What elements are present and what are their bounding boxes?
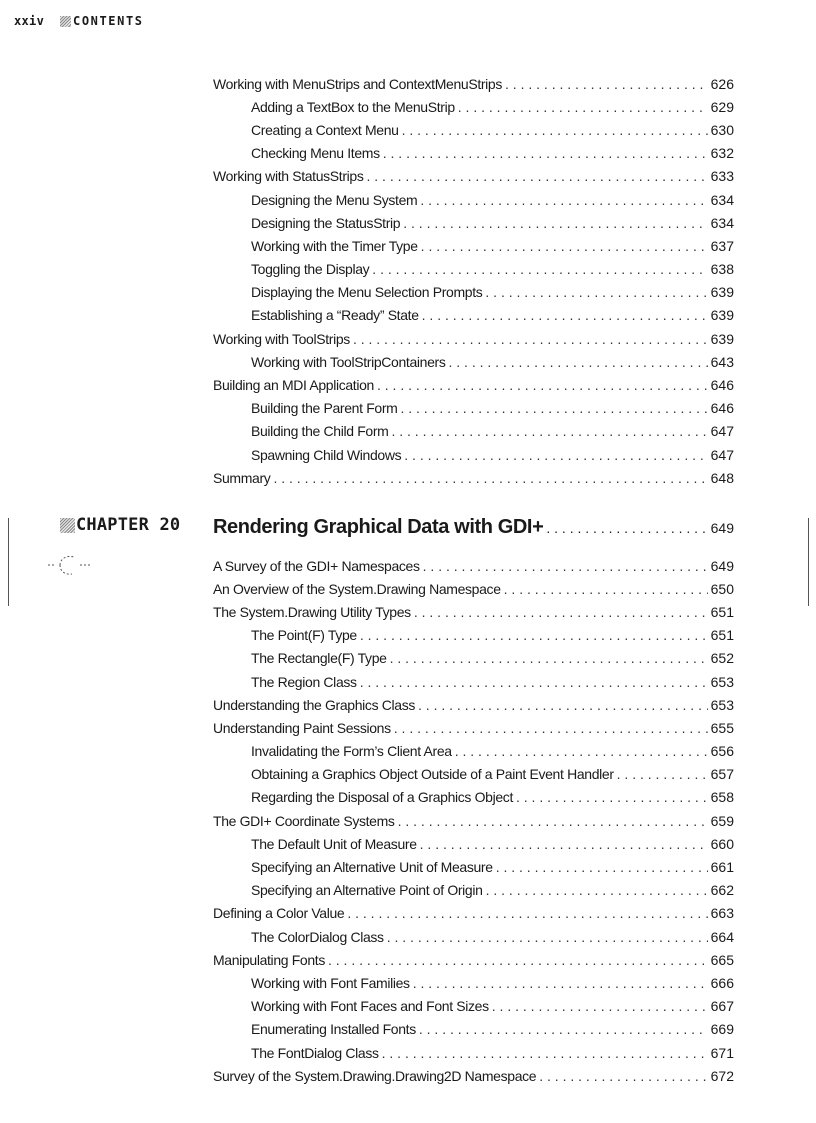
toc-entry[interactable] — [213, 281, 734, 304]
toc-entry-title: An Overview of the System.Drawing Namespace — [213, 580, 501, 597]
dot-leader — [347, 905, 707, 921]
dot-leader — [455, 743, 708, 759]
toc-entry-page: 651 — [710, 627, 734, 644]
dot-leader — [539, 1068, 707, 1084]
dot-leader — [273, 470, 707, 486]
dot-leader — [328, 952, 708, 968]
toc-entry-page: 661 — [710, 859, 734, 876]
toc-entry-page: 632 — [710, 145, 734, 162]
chapter-label — [60, 515, 213, 535]
toc-entry[interactable] — [213, 397, 734, 420]
toc-entry-title: Defining a Color Value — [213, 905, 345, 922]
toc-entry-title: The System.Drawing Utility Types — [213, 603, 411, 620]
toc-entry[interactable] — [213, 327, 734, 350]
toc-entry-title: Adding a TextBox to the MenuStrip — [251, 98, 455, 115]
toc-entry-page: 672 — [710, 1067, 734, 1084]
toc-entry-title: Specifying an Alternative Unit of Measure — [251, 859, 493, 876]
toc-entry[interactable] — [213, 902, 734, 925]
toc-entry[interactable] — [213, 1041, 734, 1064]
toc-entry-page: 646 — [710, 377, 734, 394]
toc-entry[interactable] — [213, 142, 734, 165]
toc-entry-page: 658 — [710, 789, 734, 806]
dot-leader — [383, 145, 708, 161]
dot-leader — [418, 697, 708, 713]
toc-entry[interactable] — [213, 373, 734, 396]
dot-leader — [458, 99, 708, 115]
toc-entry-title: The ColorDialog Class — [251, 928, 384, 945]
dot-leader — [360, 674, 708, 690]
right-margin-rule — [808, 518, 809, 606]
toc-entry-title: Building the Parent Form — [251, 400, 398, 417]
left-margin-rule — [8, 518, 9, 606]
toc-entry[interactable] — [213, 948, 734, 971]
toc-entry-page: 647 — [710, 423, 734, 440]
dot-leader — [505, 76, 708, 92]
toc-entry-title: The Rectangle(F) Type — [251, 650, 387, 667]
dot-leader — [404, 447, 707, 463]
toc-entry[interactable] — [213, 809, 734, 832]
toc-entry-page: 660 — [710, 835, 734, 852]
toc-entry-title: Displaying the Menu Selection Prompts — [251, 284, 483, 301]
toc-entry-page: 639 — [710, 330, 734, 347]
toc-entry-title: Manipulating Fonts — [213, 951, 325, 968]
toc-entry-title: Obtaining a Graphics Object Outside of a Paint Event Handler — [251, 766, 614, 783]
toc-entry-page: 629 — [710, 98, 734, 115]
toc-entry-title: Working with MenuStrips and ContextMenuStrips — [213, 75, 503, 92]
dot-leader — [413, 975, 708, 991]
toc-entry[interactable] — [213, 554, 734, 577]
chapter-page: 649 — [710, 519, 734, 536]
toc-entry-page: 647 — [710, 446, 734, 463]
dot-leader — [419, 1021, 708, 1037]
toc-entry-title: Creating a Context Menu — [251, 121, 399, 138]
toc-entry[interactable] — [213, 740, 734, 763]
toc-entry[interactable] — [213, 350, 734, 373]
dot-leader — [546, 520, 707, 536]
toc-entry[interactable] — [213, 624, 734, 647]
dot-leader — [403, 215, 707, 231]
toc-entry[interactable] — [213, 420, 734, 443]
toc-entry[interactable] — [213, 716, 734, 739]
dot-leader — [372, 261, 707, 277]
toc-entry[interactable] — [213, 670, 734, 693]
toc-entry-title: Building the Child Form — [251, 423, 389, 440]
toc-entry-title: Checking Menu Items — [251, 145, 380, 162]
toc-entry-title: Working with the Timer Type — [251, 237, 418, 254]
crop-mark-icon — [46, 552, 96, 578]
toc-entry-page: 646 — [710, 400, 734, 417]
dot-leader — [398, 813, 708, 829]
toc-entry-page: 630 — [710, 121, 734, 138]
toc-entry[interactable] — [213, 763, 734, 786]
toc-entry-page: 666 — [710, 974, 734, 991]
dot-leader — [394, 720, 708, 736]
toc-entry-page: 659 — [710, 812, 734, 829]
dot-leader — [377, 377, 708, 393]
dot-leader — [360, 627, 708, 643]
dot-leader — [422, 307, 708, 323]
toc-entry[interactable] — [213, 234, 734, 257]
dot-leader — [391, 423, 707, 439]
toc-entry-page: 657 — [710, 766, 734, 783]
dot-leader — [367, 168, 708, 184]
toc-entry-title: Building an MDI Application — [213, 377, 374, 394]
toc-entry[interactable] — [213, 832, 734, 855]
toc-entry-page: 633 — [710, 168, 734, 185]
toc-entry[interactable] — [213, 577, 734, 600]
toc-entry-title: Specifying an Alternative Point of Origin — [251, 882, 483, 899]
toc-entry-page: 648 — [710, 469, 734, 486]
toc-entry-page: 664 — [710, 928, 734, 945]
toc-entry-title: Understanding Paint Sessions — [213, 719, 391, 736]
dot-leader — [414, 604, 708, 620]
toc-entry-page: 669 — [710, 1021, 734, 1038]
dot-leader — [486, 882, 708, 898]
toc-entry[interactable] — [213, 693, 734, 716]
toc-entry-title: Designing the StatusStrip — [251, 214, 401, 231]
toc-entry[interactable] — [213, 855, 734, 878]
toc-entry-page: 651 — [710, 603, 734, 620]
dot-leader — [387, 929, 708, 945]
toc-entry-page: 653 — [710, 696, 734, 713]
toc-entry-title: Spawning Child Windows — [251, 446, 402, 463]
toc-section-chapter-19 — [213, 72, 734, 489]
toc-entry-page: 671 — [710, 1044, 734, 1061]
toc-entry-page: 650 — [710, 580, 734, 597]
hatch-ornament-icon — [60, 16, 71, 27]
toc-entry-title: The FontDialog Class — [251, 1044, 379, 1061]
toc-entry[interactable] — [213, 1018, 734, 1041]
dot-leader — [420, 836, 708, 852]
toc-entry-page: 639 — [710, 284, 734, 301]
hatch-ornament-icon — [60, 518, 75, 533]
toc-entry-page: 638 — [710, 261, 734, 278]
dot-leader — [420, 192, 707, 208]
dot-leader — [496, 859, 708, 875]
toc-entry-page: 626 — [710, 75, 734, 92]
toc-entry-title: The Region Class — [251, 673, 357, 690]
dot-leader — [485, 284, 707, 300]
dot-leader — [353, 331, 708, 347]
toc-entry-title: The GDI+ Coordinate Systems — [213, 812, 395, 829]
dot-leader — [617, 766, 708, 782]
toc-entry-page: 653 — [710, 673, 734, 690]
dot-leader — [449, 354, 708, 370]
toc-entry-title: Working with Font Faces and Font Sizes — [251, 998, 489, 1015]
toc-entry-page: 634 — [710, 191, 734, 208]
dot-leader — [421, 238, 708, 254]
chapter-title: Rendering Graphical Data with GDI+ — [213, 515, 544, 538]
toc-entry[interactable] — [213, 72, 734, 95]
toc-entry[interactable] — [213, 1064, 734, 1087]
toc-entry[interactable] — [213, 647, 734, 670]
dot-leader — [400, 400, 707, 416]
toc-entry-page: 667 — [710, 998, 734, 1015]
toc-entry-title: Working with ToolStripContainers — [251, 353, 446, 370]
toc-entry-title: Invalidating the Form’s Client Area — [251, 743, 452, 760]
toc-entry-page: 656 — [710, 743, 734, 760]
dot-leader — [423, 558, 708, 574]
toc-entry-title: Enumerating Installed Fonts — [251, 1021, 416, 1038]
toc-entry-title: Understanding the Graphics Class — [213, 696, 416, 713]
toc-entry-page: 649 — [710, 557, 734, 574]
chapter-number: CHAPTER 20 — [76, 515, 181, 535]
toc-entry-page: 639 — [710, 307, 734, 324]
toc-entry[interactable] — [213, 95, 734, 118]
toc-entry[interactable] — [213, 165, 734, 188]
toc-entry[interactable] — [213, 443, 734, 466]
toc-entry-page: 643 — [710, 353, 734, 370]
toc-entry-title: Survey of the System.Drawing.Drawing2D Namespace — [213, 1067, 537, 1084]
toc-entry-page: 662 — [710, 882, 734, 899]
toc-entry[interactable] — [213, 879, 734, 902]
toc-entry-title: Summary — [213, 469, 271, 486]
toc-entry[interactable] — [213, 258, 734, 281]
toc-entry-title: Regarding the Disposal of a Graphics Object — [251, 789, 513, 806]
running-head — [60, 14, 144, 28]
running-head-label: CONTENTS — [73, 14, 144, 28]
toc-entry-page: 655 — [710, 719, 734, 736]
toc-entry[interactable] — [213, 466, 734, 489]
toc-entry[interactable] — [213, 925, 734, 948]
page-header — [14, 13, 144, 29]
toc-entry-page: 665 — [710, 951, 734, 968]
toc-entry[interactable] — [213, 304, 734, 327]
toc-entry-title: Establishing a “Ready” State — [251, 307, 419, 324]
page-number: xxiv — [14, 14, 45, 28]
toc-entry-page: 652 — [710, 650, 734, 667]
toc-entry[interactable] — [213, 971, 734, 994]
toc-entry-title: The Default Unit of Measure — [251, 835, 417, 852]
dot-leader — [402, 122, 708, 138]
dot-leader — [382, 1045, 708, 1061]
toc-section-chapter-20 — [213, 554, 734, 1087]
toc-entry-title: Designing the Menu System — [251, 191, 418, 208]
toc-entry-title: Working with Font Families — [251, 974, 410, 991]
toc-entry[interactable] — [213, 188, 734, 211]
toc-entry-title: Working with ToolStrips — [213, 330, 350, 347]
toc-entry[interactable] — [213, 211, 734, 234]
dot-leader — [516, 789, 708, 805]
toc-entry[interactable] — [213, 600, 734, 623]
dot-leader — [390, 650, 708, 666]
toc-entry[interactable] — [213, 786, 734, 809]
dot-leader — [504, 581, 708, 597]
toc-entry[interactable] — [213, 118, 734, 141]
toc-entry[interactable] — [213, 995, 734, 1018]
toc-entry-title: Toggling the Display — [251, 261, 370, 278]
toc-entry-page: 637 — [710, 237, 734, 254]
chapter-heading[interactable] — [60, 515, 734, 543]
toc-entry-page: 663 — [710, 905, 734, 922]
toc-entry-title: The Point(F) Type — [251, 627, 357, 644]
toc-entry-page: 634 — [710, 214, 734, 231]
toc-entry-title: Working with StatusStrips — [213, 168, 364, 185]
toc-entry-title: A Survey of the GDI+ Namespaces — [213, 557, 420, 574]
dot-leader — [492, 998, 708, 1014]
